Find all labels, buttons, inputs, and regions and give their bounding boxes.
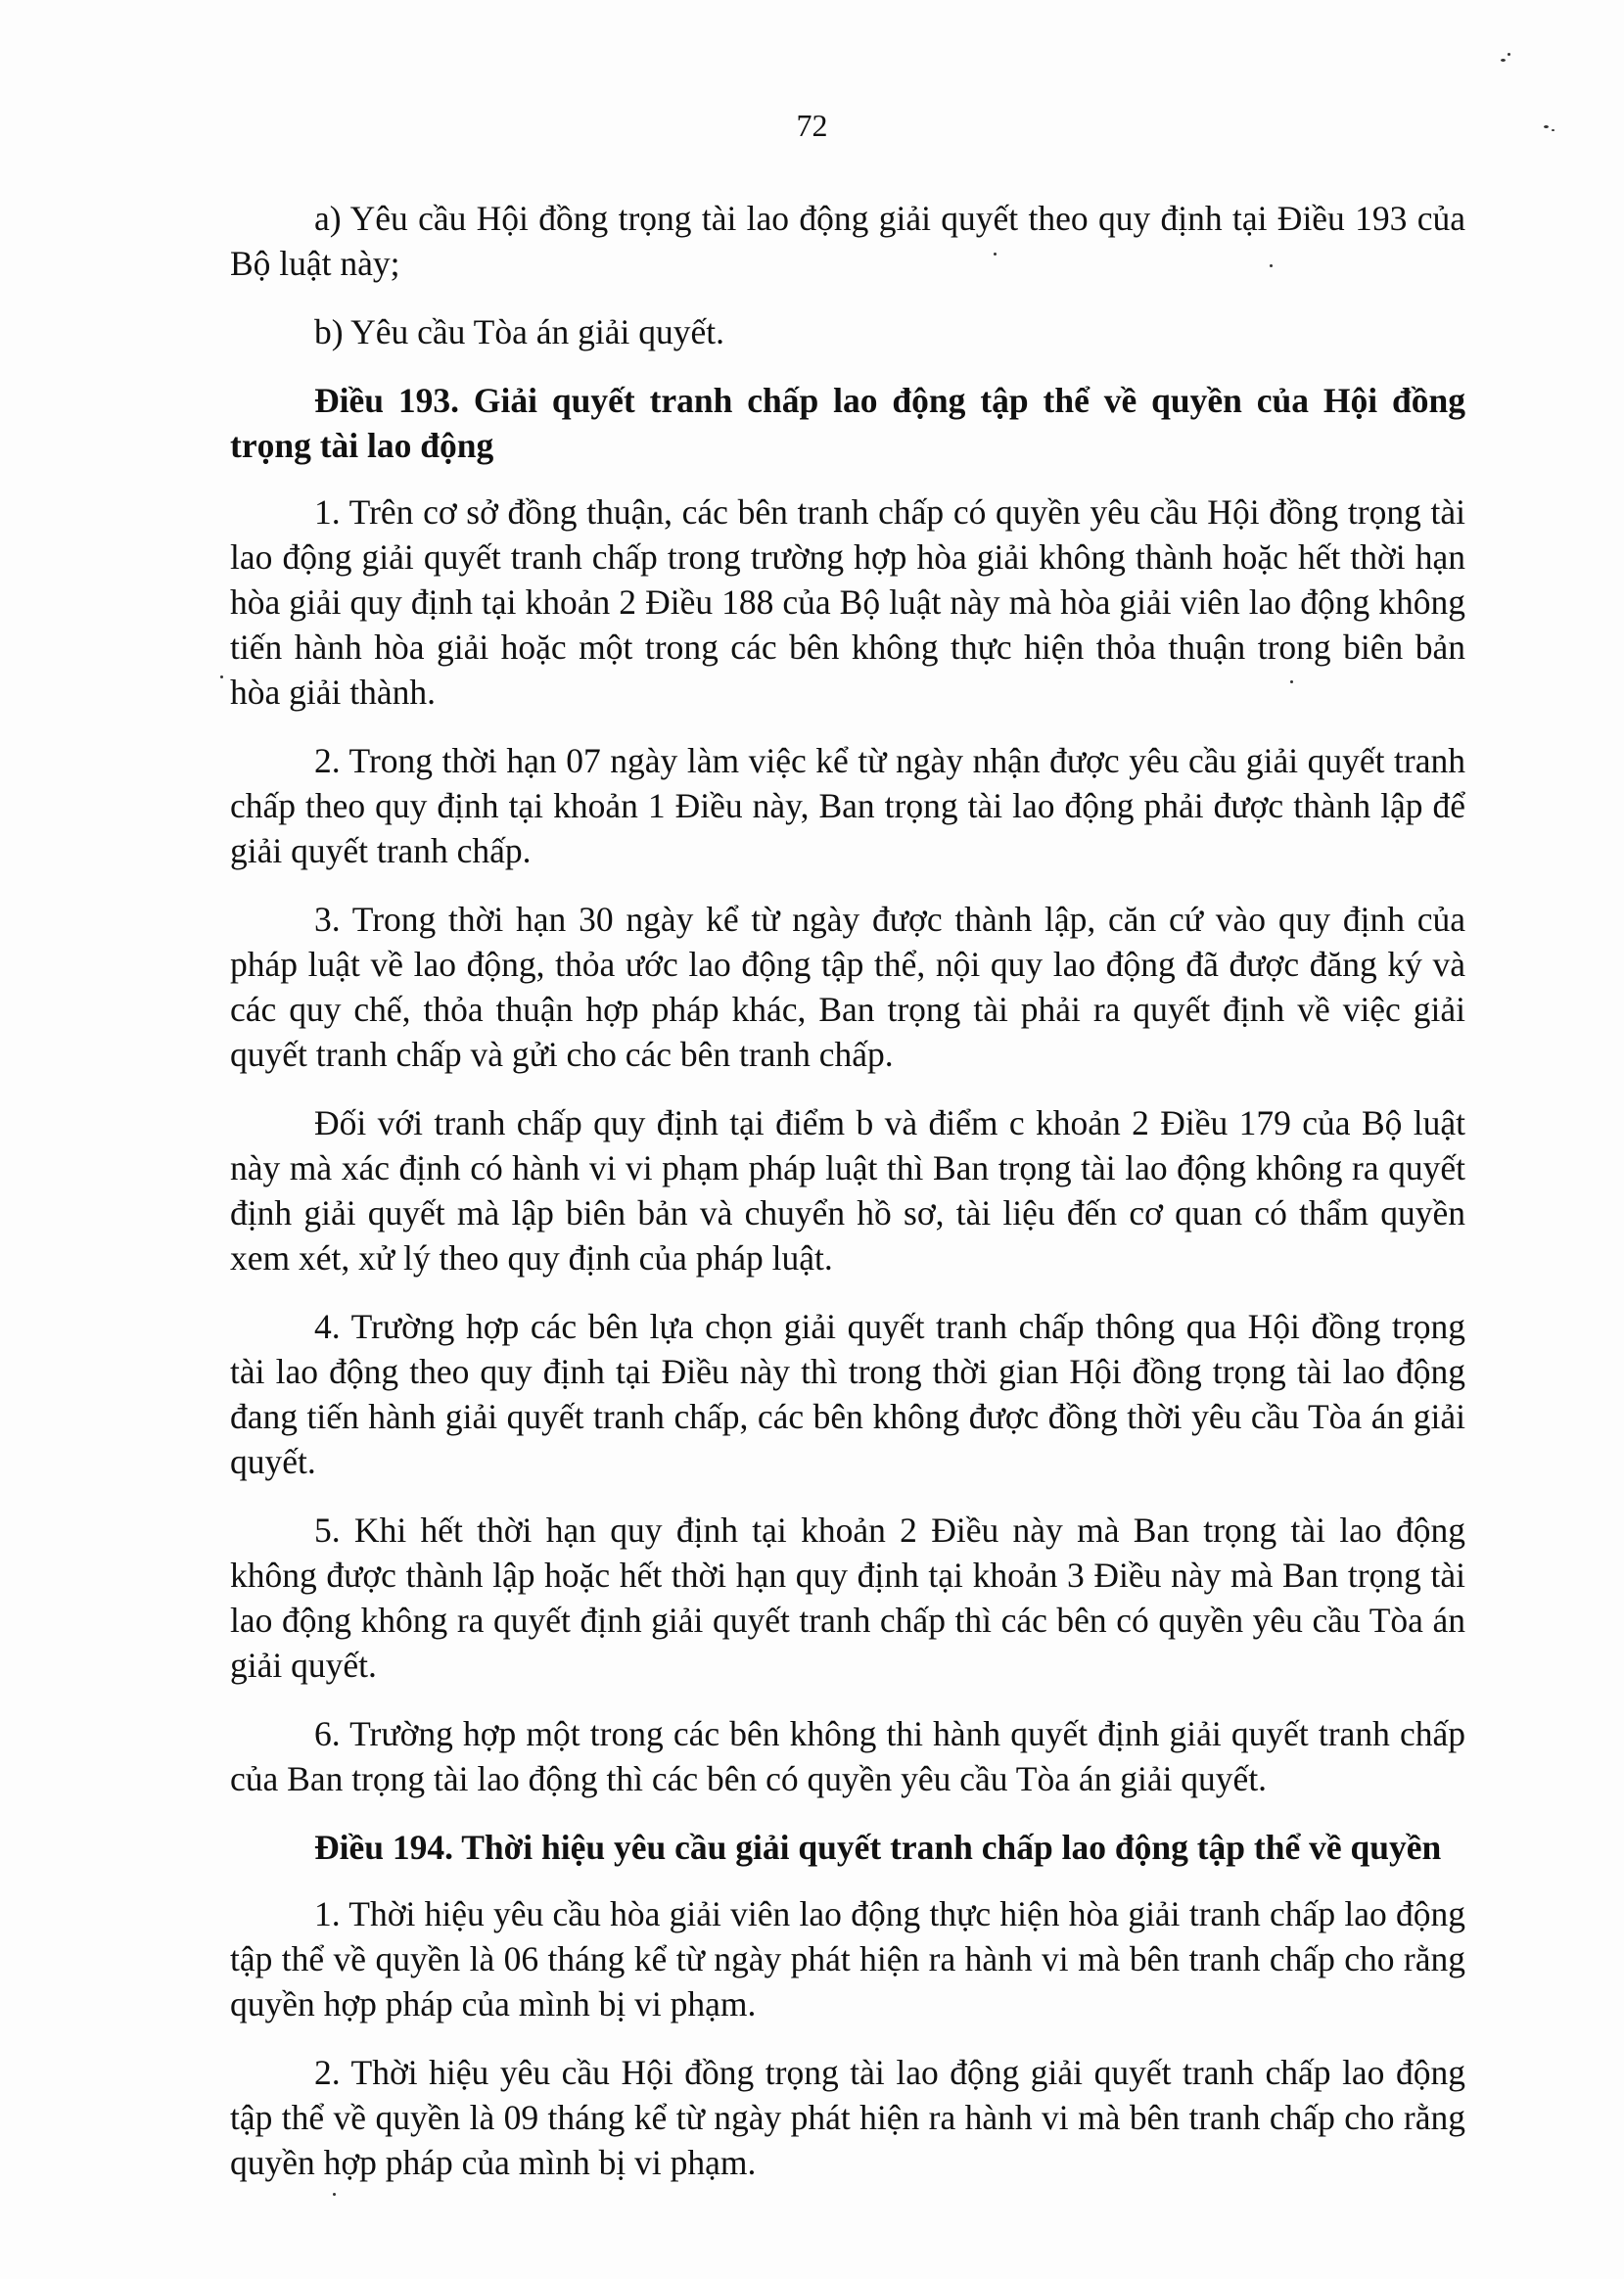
page-number: 72: [796, 108, 828, 143]
article-194-clause-2: 2. Thời hiệu yêu cầu Hội đồng trọng tài lao động giải quyết tranh chấp lao động tập thể về quyền là 09 tháng kể từ ngày phát hiện ra hành vi mà bên tranh chấp cho rằng quyền hợp pháp của mình bị vi phạm.: [230, 2053, 1465, 2182]
article-193-clause-5: 5. Khi hết thời hạn quy định tại khoản 2 Điều này mà Ban trọng tài lao động không được thành lập hoặc hết thời hạn quy định tại khoản 3 Điều này mà Ban trọng tài lao động không ra quyết định giải quyết tranh chấp thì các bên có quyền yêu cầu Tòa án giải quyết.: [230, 1511, 1465, 1685]
article-193-clause-1: 1. Trên cơ sở đồng thuận, các bên tranh chấp có quyền yêu cầu Hội đồng trọng tài lao động giải quyết tranh chấp trong trường hợp hòa giải không thành hoặc hết thời hạn hòa giải quy định tại khoản 2 Điều 188 của Bộ luật này mà hòa giải viên lao động không tiến hành hòa giải hoặc một trong các bên không thực hiện thỏa thuận trong biên bản hòa giải thành.: [230, 492, 1465, 712]
article-193-clause-3-note: Đối với tranh chấp quy định tại điểm b và điểm c khoản 2 Điều 179 của Bộ luật này mà xác định có hành vi vi phạm pháp luật thì Ban trọng tài lao động không ra quyết định giải quyết mà lập biên bản và chuyển hồ sơ, tài liệu đến cơ quan có thẩm quyền xem xét, xử lý theo quy định của pháp luật.: [230, 1103, 1465, 1278]
article-194-heading: Điều 194. Thời hiệu yêu cầu giải quyết tranh chấp lao động tập thể về quyền: [314, 1828, 1442, 1867]
article-194-clause-1: 1. Thời hiệu yêu cầu hòa giải viên lao động thực hiện hòa giải tranh chấp lao động tập thể về quyền là 06 tháng kể từ ngày phát hiện ra hành vi mà bên tranh chấp cho rằng quyền hợp pháp của mình bị vi phạm.: [230, 1894, 1465, 2023]
article-193-clause-3: 3. Trong thời hạn 30 ngày kể từ ngày được thành lập, căn cứ vào quy định của pháp luật về lao động, thỏa ước lao động tập thể, nội quy lao động đã được đăng ký và các quy chế, thỏa thuận hợp pháp khác, Ban trọng tài phải ra quyết định về việc giải quyết tranh chấp và gửi cho các bên tranh chấp.: [230, 900, 1465, 1074]
document-body: [230, 196, 1465, 2209]
paragraph-193-b: b) Yêu cầu Tòa án giải quyết.: [314, 312, 724, 351]
article-193-clause-2: 2. Trong thời hạn 07 ngày làm việc kể từ ngày nhận được yêu cầu giải quyết tranh chấp theo quy định tại khoản 1 Điều này, Ban trọng tài lao động phải được thành lập để giải quyết tranh chấp.: [230, 741, 1465, 870]
article-193-clause-4: 4. Trường hợp các bên lựa chọn giải quyết tranh chấp thông qua Hội đồng trọng tài lao động theo quy định tại Điều này thì trong thời gian Hội đồng trọng tài lao động đang tiến hành giải quyết tranh chấp, các bên không được đồng thời yêu cầu Tòa án giải quyết.: [230, 1307, 1465, 1481]
paragraph-193-a: a) Yêu cầu Hội đồng trọng tài lao động giải quyết theo quy định tại Điều 193 của Bộ luật này;: [230, 199, 1465, 283]
article-193-clause-6: 6. Trường hợp một trong các bên không thi hành quyết định giải quyết tranh chấp của Ban trọng tài lao động thì các bên có quyền yêu cầu Tòa án giải quyết.: [230, 1714, 1465, 1798]
article-193-heading: Điều 193. Giải quyết tranh chấp lao động tập thể về quyền của Hội đồng trọng tài lao động: [230, 381, 1465, 465]
